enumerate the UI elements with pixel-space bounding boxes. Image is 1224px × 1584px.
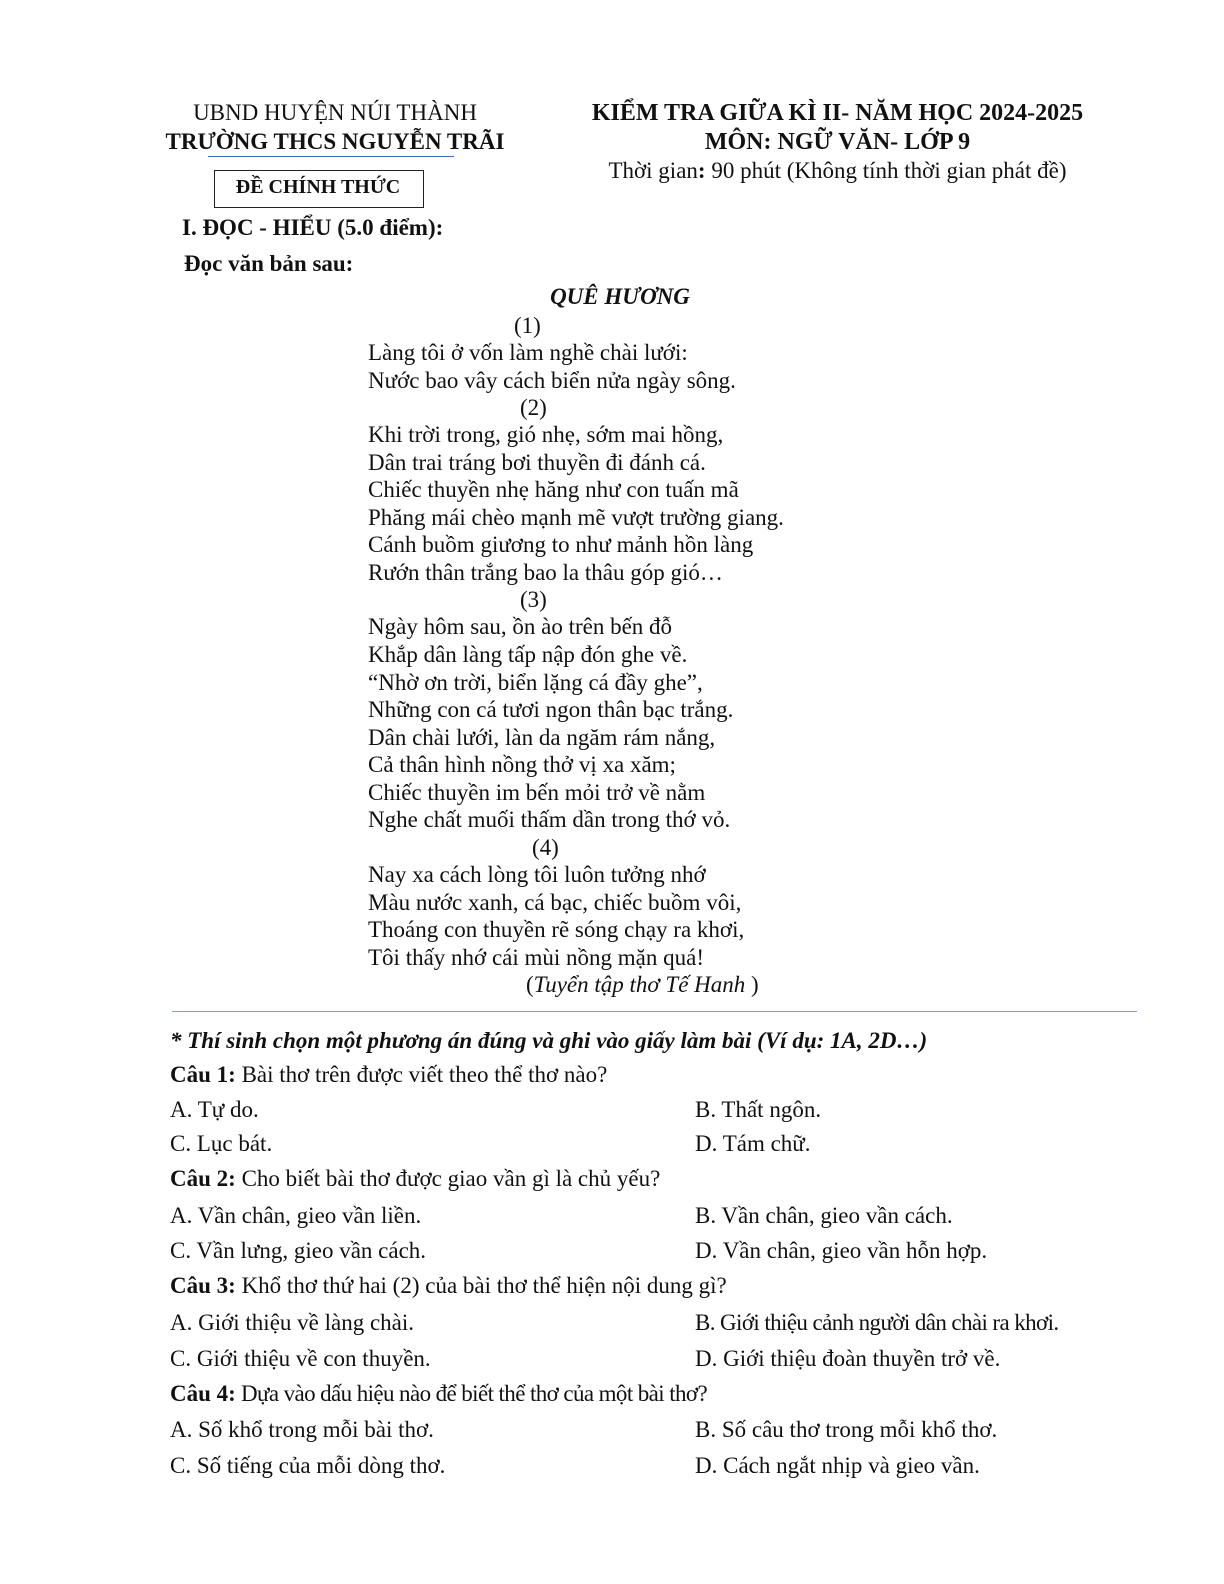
question-label: Câu 2: bbox=[170, 1166, 236, 1191]
poem-line: Dân trai tráng bơi thuyền đi đánh cá. bbox=[368, 450, 706, 475]
poem-line: Chiếc thuyền im bến mỏi trở về nằm bbox=[368, 780, 706, 805]
official-exam-label: ĐỀ CHÍNH THỨC bbox=[235, 176, 401, 198]
stanza-number: (4) bbox=[532, 835, 559, 860]
poem-line: Dân chài lưới, làn da ngăm rám nắng, bbox=[368, 725, 716, 750]
poem-source-title: Tuyển tập thơ Tế Hanh bbox=[533, 972, 746, 997]
subject-line: MÔN: NGỮ VĂN- LỚP 9 bbox=[704, 129, 971, 155]
question-4 bbox=[170, 1381, 707, 1407]
option-c: C. Lục bát. bbox=[170, 1131, 273, 1156]
poem-line: Nay xa cách lòng tôi luôn tưởng nhớ bbox=[368, 862, 706, 887]
section-divider bbox=[172, 1011, 1137, 1012]
option-d: D. Tám chữ. bbox=[695, 1131, 811, 1156]
option-a: A. Giới thiệu về làng chài. bbox=[170, 1310, 415, 1335]
poem-line: Thoáng con thuyền rẽ sóng chạy ra khơi, bbox=[368, 917, 745, 942]
question-text: Cho biết bài thơ được giao vần gì là chủ yếu? bbox=[235, 1166, 661, 1191]
poem-line: Chiếc thuyền nhẹ hăng như con tuấn mã bbox=[368, 477, 739, 502]
option-a: A. Vần chân, gieo vần liền. bbox=[170, 1203, 422, 1228]
exam-title: KIỂM TRA GIỮA KÌ II- NĂM HỌC 2024-2025 bbox=[591, 100, 1084, 126]
option-b: B. Giới thiệu cảnh người dân chài ra khơi. bbox=[695, 1310, 1059, 1335]
section-heading: I. ĐỌC - HIỂU (5.0 điểm): bbox=[182, 215, 444, 240]
option-d: D. Vần chân, gieo vần hỗn hợp. bbox=[695, 1238, 988, 1263]
poem-line: Làng tôi ở vốn làm nghề chài lưới: bbox=[368, 340, 688, 365]
time-prefix: Thời gian bbox=[608, 158, 698, 183]
question-text: Khổ thơ thứ hai (2) của bài thơ thể hiện nội dung gì? bbox=[235, 1273, 727, 1298]
poem-source-text: (Tuyển tập thơ Tế Hanh ) bbox=[526, 972, 759, 997]
poem-line: Khi trời trong, gió nhẹ, sớm mai hồng, bbox=[368, 422, 724, 447]
district-name: UBND HUYỆN NÚI THÀNH bbox=[193, 100, 477, 125]
poem-line: Cả thân hình nồng thở vị xa xăm; bbox=[368, 752, 676, 777]
question-label: Câu 1: bbox=[170, 1062, 236, 1087]
option-b: B. Vần chân, gieo vần cách. bbox=[695, 1203, 953, 1228]
question-1 bbox=[170, 1062, 607, 1088]
time-colon: : bbox=[697, 158, 706, 183]
poem-title: QUÊ HƯƠNG bbox=[550, 284, 690, 309]
option-c: C. Giới thiệu về con thuyền. bbox=[170, 1346, 431, 1371]
question-label: Câu 4: bbox=[170, 1381, 236, 1406]
question-3 bbox=[170, 1273, 727, 1299]
option-c: C. Số tiếng của mỗi dòng thơ. bbox=[170, 1453, 446, 1478]
reading-instruction: Đọc văn bản sau: bbox=[184, 251, 354, 276]
poem-line: Cánh buồm giương to như mảnh hồn làng bbox=[368, 532, 754, 557]
school-name-underline bbox=[208, 156, 454, 157]
poem-line: “Nhờ ơn trời, biển lặng cá đầy ghe”, bbox=[368, 670, 703, 695]
poem-line: Rướn thân trắng bao la thâu góp gió… bbox=[368, 560, 723, 585]
stanza-number: (3) bbox=[520, 587, 547, 612]
option-c: C. Vần lưng, gieo vần cách. bbox=[170, 1238, 427, 1263]
option-a: A. Số khổ trong mỗi bài thơ. bbox=[170, 1417, 434, 1442]
school-name: TRƯỜNG THCS NGUYỄN TRÃI bbox=[165, 129, 505, 154]
option-b: B. Thất ngôn. bbox=[695, 1097, 822, 1122]
option-d: D. Giới thiệu đoàn thuyền trở về. bbox=[695, 1346, 1001, 1371]
poem-line: Nghe chất muối thấm dần trong thớ vỏ. bbox=[368, 807, 731, 832]
option-a: A. Tự do. bbox=[170, 1097, 259, 1122]
stanza-number: (1) bbox=[514, 313, 541, 338]
poem-line: Nước bao vây cách biển nửa ngày sông. bbox=[368, 368, 736, 393]
stanza-number: (2) bbox=[520, 395, 547, 420]
poem-source bbox=[526, 972, 759, 998]
time-line bbox=[565, 158, 1110, 184]
option-d: D. Cách ngắt nhịp và gieo vần. bbox=[695, 1453, 980, 1478]
question-2 bbox=[170, 1166, 660, 1192]
poem-line: Phăng mái chèo mạnh mẽ vượt trường giang. bbox=[368, 505, 784, 530]
poem-line: Màu nước xanh, cá bạc, chiếc buồm vôi, bbox=[368, 890, 742, 915]
poem-line: Khắp dân làng tấp nập đón ghe về. bbox=[368, 642, 688, 667]
poem-line: Những con cá tươi ngon thân bạc trắng. bbox=[368, 697, 734, 722]
option-b: B. Số câu thơ trong mỗi khổ thơ. bbox=[695, 1417, 998, 1442]
quiz-instruction: * Thí sinh chọn một phương án đúng và ghi vào giấy làm bài (Ví dụ: 1A, 2D…) bbox=[170, 1028, 928, 1053]
time-rest: 90 phút (Không tính thời gian phát đề) bbox=[705, 158, 1067, 183]
question-text: Bài thơ trên được viết theo thể thơ nào? bbox=[235, 1062, 608, 1087]
poem-line: Tôi thấy nhớ cái mùi nồng mặn quá! bbox=[368, 945, 705, 970]
question-label: Câu 3: bbox=[170, 1273, 236, 1298]
question-text: Dựa vào dấu hiệu nào để biết thể thơ của một bài thơ? bbox=[235, 1381, 708, 1406]
poem-line: Ngày hôm sau, ồn ào trên bến đỗ bbox=[368, 614, 673, 639]
